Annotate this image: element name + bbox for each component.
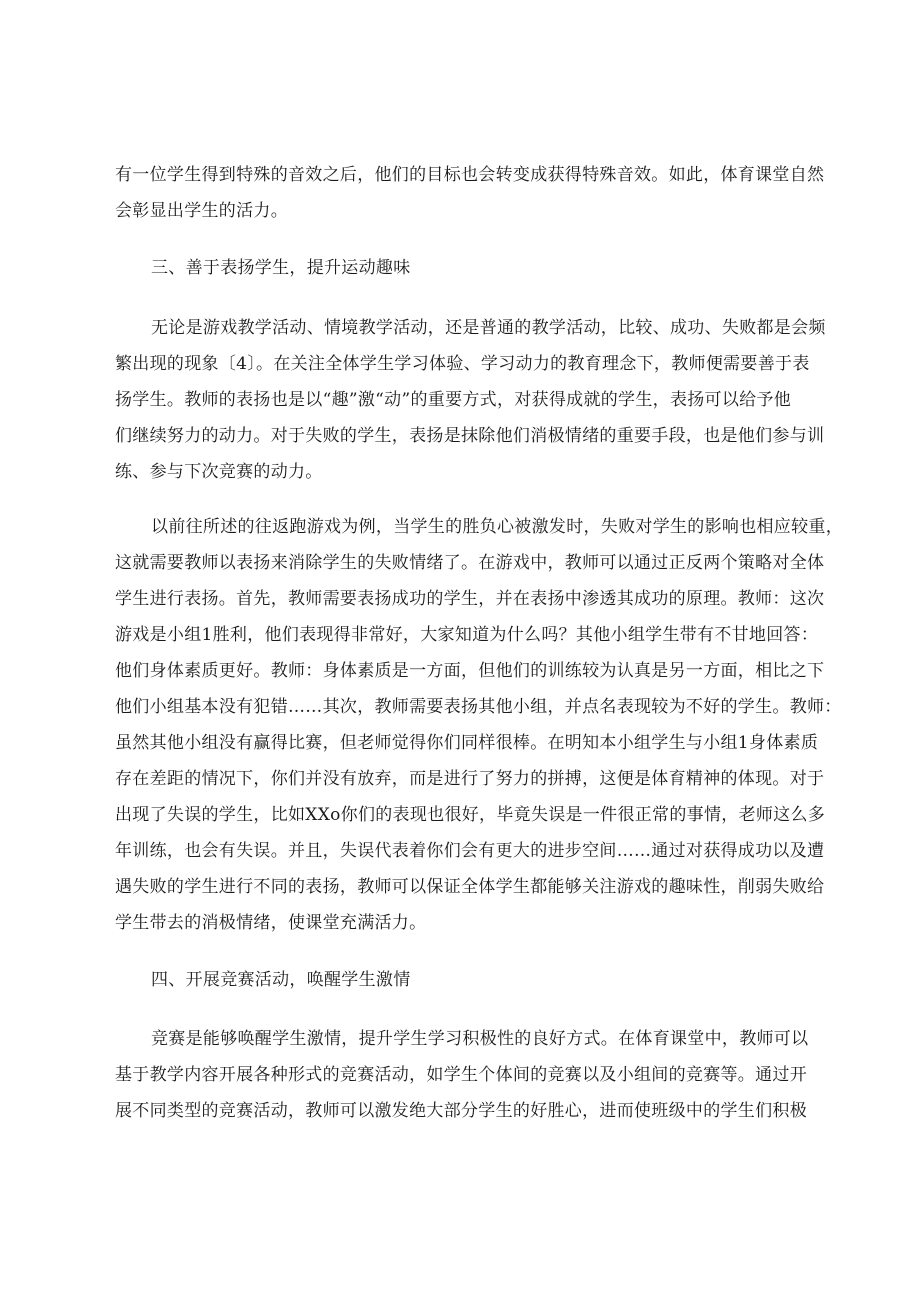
paragraph-2	[115, 310, 826, 490]
text-line: 出现了失误的学生，比如XXo你们的表现也很好，毕竟失误是一件很正常的事情，老师这么多	[115, 805, 826, 825]
paragraph-3	[115, 509, 843, 941]
section-heading-3	[115, 250, 815, 286]
paragraph-1	[115, 157, 825, 229]
heading-text: 三、善于表扬学生，提升运动趣味	[151, 258, 411, 278]
text-line: 展不同类型的竞赛活动，教师可以激发绝大部分学生的好胜心，进而使班级中的学生们积极	[115, 1101, 807, 1121]
text-line: 年训练，也会有失误。并且，失误代表着你们会有更大的进步空间……通过对获得成功以及遭	[115, 841, 825, 861]
text-line: 竞赛是能够唤醒学生激情，提升学生学习积极性的良好方式。在体育课堂中，教师可以	[151, 1029, 809, 1049]
text-line: 遇失败的学生进行不同的表扬，教师可以保证全体学生都能够关注游戏的趣味性，削弱失败给	[115, 877, 825, 897]
text-line: 练、参与下次竞赛的动力。	[115, 462, 323, 482]
text-line: 他们小组基本没有犯错……其次，教师需要表扬其他小组，并点名表现较为不好的学生。教师：	[115, 697, 842, 717]
paragraph-4	[115, 1021, 815, 1129]
section-heading-4	[115, 962, 815, 998]
text-line: 基于教学内容开展各种形式的竞赛活动，如学生个体间的竞赛以及小组间的竞赛等。通过开	[115, 1065, 807, 1085]
text-line: 这就需要教师以表扬来消除学生的失败情绪了。在游戏中，教师可以通过正反两个策略对全体	[115, 553, 825, 573]
text-line: 他们身体素质更好。教师：身体素质是一方面，但他们的训练较为认真是另一方面，相比之下	[115, 661, 825, 681]
text-line: 学生带去的消极情绪，使课堂充满活力。	[115, 913, 427, 933]
text-line: 虽然其他小组没有赢得比赛，但老师觉得你们同样很棒。在明知本小组学生与小组1身体素质	[115, 733, 819, 753]
text-line: 存在差距的情况下，你们并没有放弃，而是进行了努力的拼搏，这便是体育精神的体现。对于	[115, 769, 825, 789]
text-line: 会彰显出学生的活力。	[115, 201, 288, 221]
text-line: 学生进行表扬。首先，教师需要表扬成功的学生，并在表扬中渗透其成功的原理。教师：这次	[115, 589, 825, 609]
text-line: 游戏是小组1胜利，他们表现得非常好，大家知道为什么吗？其他小组学生带有不甘地回答：	[115, 625, 819, 645]
text-line: 们继续努力的动力。对于失败的学生，表扬是抹除他们消极情绪的重要手段，也是他们参与训	[115, 426, 825, 446]
text-line: 扬学生。教师的表扬也是以“趣”激“动”的重要方式，对获得成就的学生，表扬可以给予他	[115, 390, 792, 410]
text-line: 繁出现的现象〔4〕。在关注全体学生学习体验、学习动力的教育理念下，教师便需要善于表	[115, 354, 810, 374]
heading-text: 四、开展竞赛活动，唤醒学生激情	[151, 970, 411, 990]
text-line: 有一位学生得到特殊的音效之后，他们的目标也会转变成获得特殊音效。如此，体育课堂自然	[115, 165, 825, 185]
text-line: 以前往所述的往返跑游戏为例，当学生的胜负心被激发时，失败对学生的影响也相应较重，	[151, 517, 843, 537]
text-line: 无论是游戏教学活动、情境教学活动，还是普通的教学活动，比较、成功、失败都是会频	[151, 318, 826, 338]
